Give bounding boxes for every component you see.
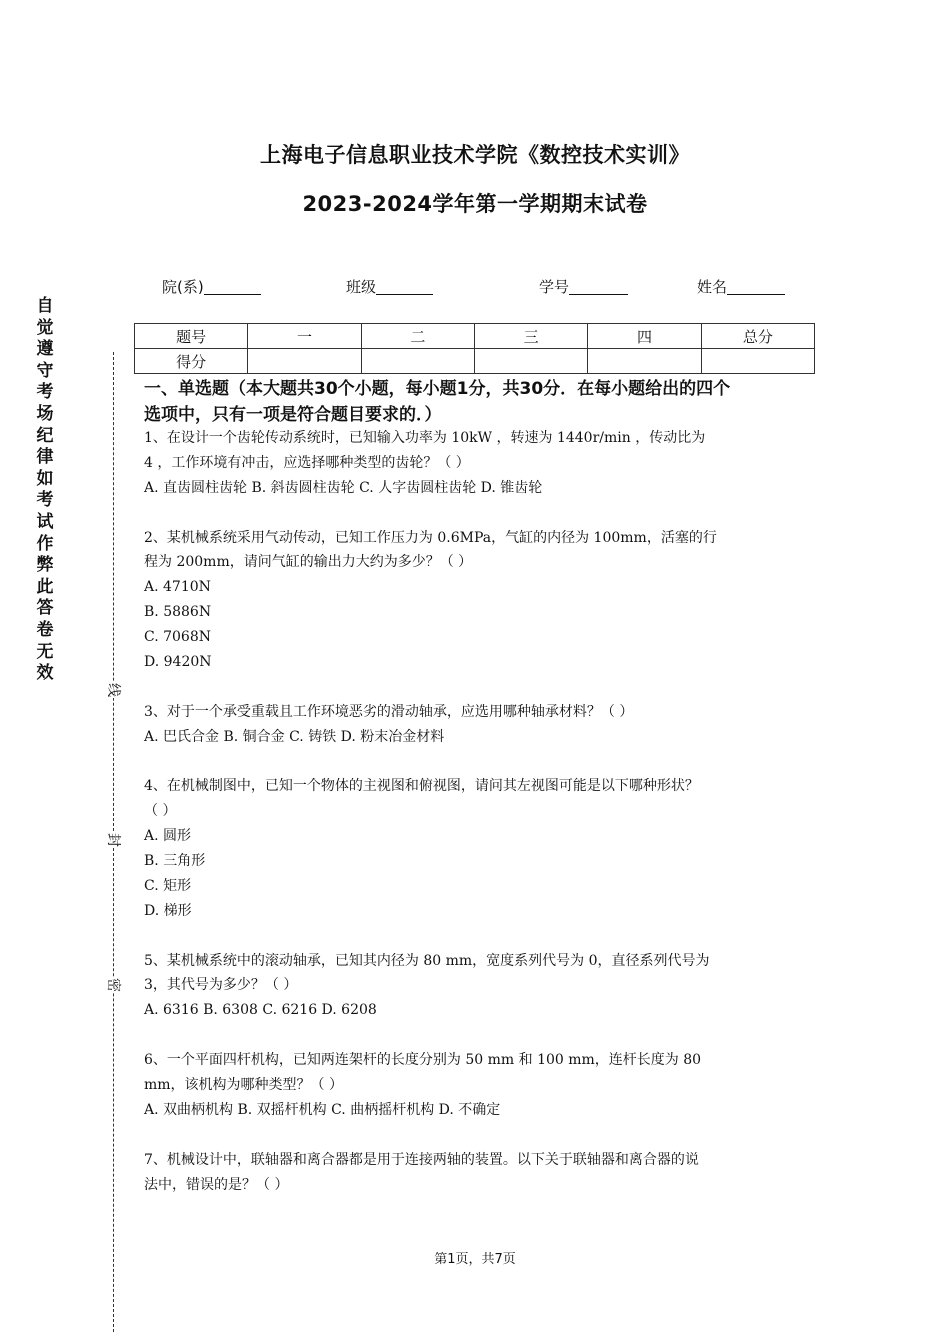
exam-title: 上海电子信息职业技术学院《数控技术实训》: [260, 143, 690, 167]
seal-char-line: 线: [104, 682, 124, 698]
class-blank[interactable]: [376, 278, 433, 295]
section-heading-line1: 一、单选题（本大题共30个小题，每小题1分，共30分．在每小题给出的四个: [144, 379, 731, 399]
dept-label: 院(系): [162, 278, 204, 296]
dept-blank[interactable]: [204, 278, 261, 295]
exam-subtitle: 2023-2024学年第一学期期末试卷: [302, 192, 648, 216]
score-header-cell: 总分: [701, 324, 814, 349]
score-table-header-row: [135, 324, 815, 349]
q1-stem-line1: 1、在设计一个齿轮传动系统时，已知输入功率为 10kW ，转速为 1440r/min ，传动比为: [144, 430, 706, 446]
score-cell[interactable]: [588, 349, 701, 374]
name-label: 姓名: [697, 278, 728, 296]
side-notice: 自觉遵守考场纪律如考试作弊此答卷无效: [36, 296, 54, 684]
q7-stem-line1: 7、机械设计中，联轴器和离合器都是用于连接两轴的装置。以下关于联轴器和离合器的说: [144, 1152, 699, 1168]
student-id-label: 学号: [539, 278, 570, 296]
score-header-cell: 二: [361, 324, 474, 349]
q6-stem-line2: mm，该机构为哪种类型？（ ）: [144, 1077, 344, 1093]
score-cell[interactable]: [701, 349, 814, 374]
score-header-cell: 三: [474, 324, 587, 349]
name-field[interactable]: [697, 276, 785, 297]
student-id-field[interactable]: [539, 276, 628, 297]
score-table: [134, 323, 815, 374]
seal-char-seal: 封: [104, 832, 124, 848]
q6-options: A. 双曲柄机构 B. 双摇杆机构 C. 曲柄摇杆机构 D. 不确定: [144, 1102, 501, 1118]
q1-options: A. 直齿圆柱齿轮 B. 斜齿圆柱齿轮 C. 人字齿圆柱齿轮 D. 锥齿轮: [144, 480, 543, 496]
q3-stem-line1: 3、对于一个承受重载且工作环境恶劣的滑动轴承，应选用哪种轴承材料？（ ）: [144, 704, 634, 720]
score-header-cell: 四: [588, 324, 701, 349]
score-table-score-row: [135, 349, 815, 374]
class-label: 班级: [346, 278, 377, 296]
q2-option-b: B. 5886N: [144, 604, 212, 620]
score-cell[interactable]: [248, 349, 361, 374]
q5-stem-line1: 5、某机械系统中的滚动轴承，已知其内径为 80 mm，宽度系列代号为 0，直径系列代号为: [144, 953, 710, 969]
q4-option-a: A. 圆形: [144, 828, 192, 844]
q2-stem-line1: 2、某机械系统采用气动传动，已知工作压力为 0.6MPa，气缸的内径为 100mm，活塞的行: [144, 530, 717, 546]
score-row-label: 得分: [135, 349, 248, 374]
q4-stem-line2: （ ）: [144, 803, 177, 819]
score-header-cell: 题号: [135, 324, 248, 349]
q2-stem-line2: 程为 200mm，请问气缸的输出力大约为多少？（ ）: [144, 554, 473, 570]
section-heading: [144, 376, 814, 428]
q4-option-b: B. 三角形: [144, 853, 206, 869]
student-id-blank[interactable]: [569, 278, 628, 295]
q4-option-c: C. 矩形: [144, 878, 192, 894]
name-blank[interactable]: [727, 278, 785, 295]
page-number: 第1页，共7页: [434, 1252, 516, 1267]
score-cell[interactable]: [361, 349, 474, 374]
q1-stem-line2: 4 ，工作环境有冲击，应选择哪种类型的齿轮？（ ）: [144, 455, 470, 471]
q2-option-c: C. 7068N: [144, 629, 211, 645]
class-field[interactable]: [346, 276, 433, 297]
section-heading-line2: 选项中，只有一项是符合题目要求的．）: [144, 405, 442, 425]
score-header-cell: 一: [248, 324, 361, 349]
q2-option-d: D. 9420N: [144, 654, 212, 670]
q6-stem-line1: 6、一个平面四杆机构，已知两连架杆的长度分别为 50 mm 和 100 mm，连杆长度为 80: [144, 1052, 702, 1068]
q4-stem-line1: 4、在机械制图中，已知一个物体的主视图和俯视图，请问其左视图可能是以下哪种形状？: [144, 778, 699, 794]
q2-option-a: A. 4710N: [144, 579, 211, 595]
seal-char-secret: 密: [104, 977, 124, 993]
q5-options: A. 6316 B. 6308 C. 6216 D. 6208: [144, 1002, 377, 1018]
score-cell[interactable]: [474, 349, 587, 374]
dept-field[interactable]: [162, 276, 261, 297]
q4-option-d: D. 梯形: [144, 903, 192, 919]
q3-options: A. 巴氏合金 B. 铜合金 C. 铸铁 D. 粉末冶金材料: [144, 729, 445, 745]
q7-stem-line2: 法中，错误的是？（ ）: [144, 1177, 289, 1193]
q5-stem-line2: 3，其代号为多少？（ ）: [144, 977, 298, 993]
